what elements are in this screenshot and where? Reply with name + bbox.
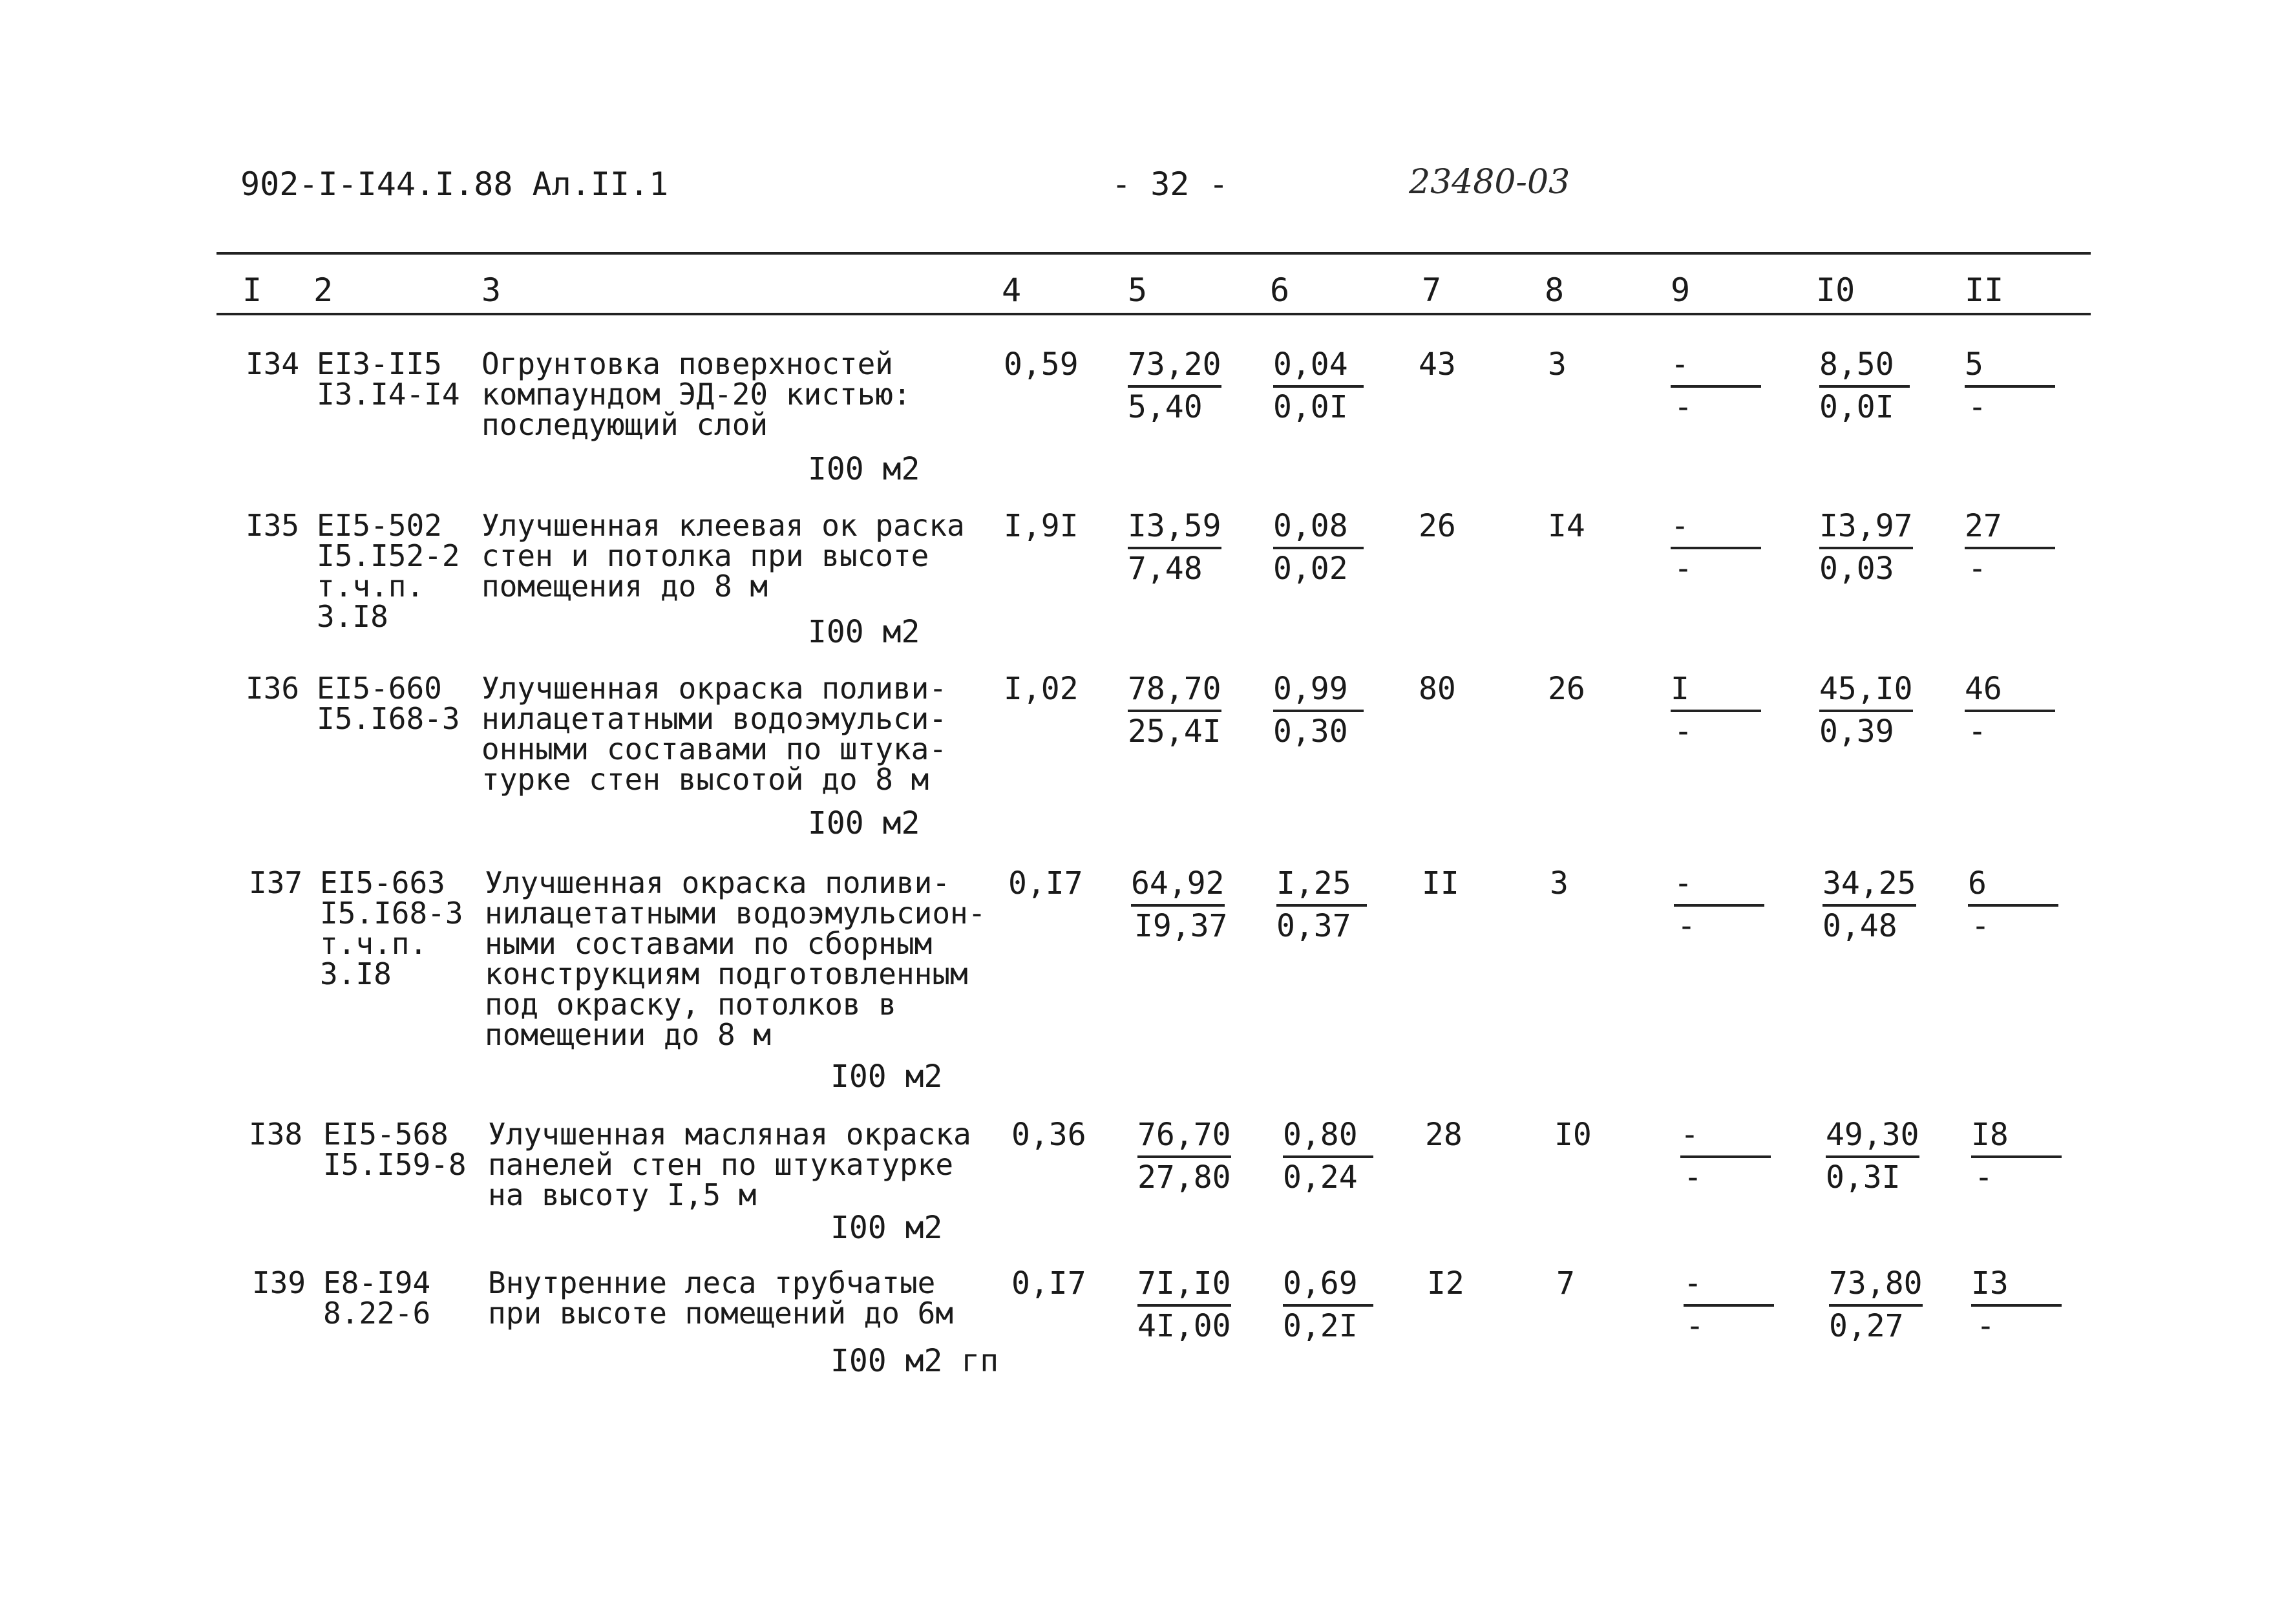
row-unit: I00 м2 xyxy=(830,1210,943,1246)
cell-col10-top: 34,25 xyxy=(1822,865,1916,907)
document-code: 902-I-I44.I.88 Ал.II.1 xyxy=(240,165,669,203)
col-header-7: 7 xyxy=(1422,271,1442,309)
cell-col10-top: 73,80 xyxy=(1829,1265,1923,1307)
row-code-line: E8-I94 xyxy=(323,1265,431,1300)
row-code-line: I5.I68-3 xyxy=(320,896,463,931)
cell-col10-top: 49,30 xyxy=(1826,1117,1919,1158)
row-code-line: т.ч.п. xyxy=(320,926,428,961)
row-description-line: Огрунтовка поверхностей xyxy=(481,346,893,381)
cell-col9-top: - xyxy=(1671,508,1761,549)
row-description-line: помещения до 8 м xyxy=(481,569,768,604)
cell-col4: 0,I7 xyxy=(1011,1265,1086,1302)
cell-col8: 26 xyxy=(1548,671,1585,707)
cell-col5-top: 78,70 xyxy=(1128,671,1221,712)
page-number: - 32 - xyxy=(1112,165,1229,203)
cell-col11-top: I3 xyxy=(1971,1265,2062,1307)
row-description-line: на высоту I,5 м xyxy=(488,1177,757,1212)
row-unit: I00 м2 xyxy=(830,1059,943,1095)
cell-col11-bottom: - xyxy=(1968,551,1987,587)
cell-col8: I4 xyxy=(1548,508,1585,544)
row-description-line: при высоте помещений до 6м xyxy=(488,1296,954,1331)
col-header-8: 8 xyxy=(1545,271,1565,309)
cell-col11-top: 46 xyxy=(1965,671,2055,712)
row-description-line: Улучшенная окраска поливи- xyxy=(481,671,947,706)
row-description-line: турке стен высотой до 8 м xyxy=(481,762,929,797)
cell-col6-top: I,25 xyxy=(1276,865,1367,907)
cell-col4: 0,36 xyxy=(1011,1117,1086,1153)
cell-col8: I0 xyxy=(1554,1117,1592,1153)
col-header-11: II xyxy=(1965,271,2004,309)
cell-col10-top: 8,50 xyxy=(1819,346,1910,388)
row-description-line: Улучшенная масляная окраска xyxy=(488,1117,971,1152)
row-unit: I00 м2 xyxy=(808,805,920,841)
handwritten-number: 23480-03 xyxy=(1409,163,1570,202)
cell-col9-top: - xyxy=(1674,865,1764,907)
row-id: I36 xyxy=(246,671,300,706)
cell-col5-bottom: 7,48 xyxy=(1128,551,1203,587)
row-code-line: EI5-502 xyxy=(317,508,442,543)
cell-col6-top: 0,99 xyxy=(1273,671,1364,712)
cell-col6-bottom: 0,24 xyxy=(1283,1159,1358,1196)
row-description-line: стен и потолка при высоте xyxy=(481,538,929,573)
row-description-line: нилацетатными водоэмульсион- xyxy=(485,896,986,931)
cell-col9-bottom: - xyxy=(1674,389,1693,425)
cell-col5-top: 73,20 xyxy=(1128,346,1221,388)
cell-col6-top: 0,69 xyxy=(1283,1265,1373,1307)
cell-col11-top: 6 xyxy=(1968,865,2058,907)
cell-col11-top: 27 xyxy=(1965,508,2055,549)
cell-col10-bottom: 0,48 xyxy=(1822,908,1897,944)
row-description-line: помещении до 8 м xyxy=(485,1017,772,1052)
row-id: I37 xyxy=(249,865,303,900)
cell-col5-top: 76,70 xyxy=(1137,1117,1231,1158)
table-top-rule xyxy=(217,252,2091,255)
col-header-4: 4 xyxy=(1002,271,1022,309)
col-header-3: 3 xyxy=(481,271,502,309)
row-code-line: I3.I4-I4 xyxy=(317,377,460,412)
row-description-line: Улучшенная окраска поливи- xyxy=(485,865,951,900)
row-description-line: ными составами по сборным xyxy=(485,926,933,961)
table-header-rule xyxy=(217,313,2091,315)
cell-col6-top: 0,08 xyxy=(1273,508,1364,549)
cell-col11-bottom: - xyxy=(1968,389,1987,425)
cell-col8: 7 xyxy=(1556,1265,1575,1302)
cell-col8: 3 xyxy=(1548,346,1567,383)
row-description-line: онными составами по штука- xyxy=(481,732,947,766)
cell-col4: I,02 xyxy=(1004,671,1079,707)
row-code-line: EI5-663 xyxy=(320,865,445,900)
row-code-line: т.ч.п. xyxy=(317,569,425,604)
row-description-line: панелей стен по штукатурке xyxy=(488,1147,954,1182)
cell-col5-top: I3,59 xyxy=(1128,508,1221,549)
row-unit: I00 м2 гп xyxy=(830,1343,999,1379)
cell-col10-bottom: 0,03 xyxy=(1819,551,1894,587)
row-description-line: нилацетатными водоэмульси- xyxy=(481,701,947,736)
cell-col6-bottom: 0,0I xyxy=(1273,389,1348,425)
cell-col11-top: 5 xyxy=(1965,346,2055,388)
cell-col11-bottom: - xyxy=(1974,1159,1993,1196)
cell-col10-bottom: 0,0I xyxy=(1819,389,1894,425)
row-id: I35 xyxy=(246,508,300,543)
cell-col7: 28 xyxy=(1425,1117,1463,1153)
col-header-9: 9 xyxy=(1671,271,1691,309)
cell-col10-bottom: 0,3I xyxy=(1826,1159,1901,1196)
cell-col10-top: I3,97 xyxy=(1819,508,1913,549)
cell-col10-top: 45,I0 xyxy=(1819,671,1913,712)
cell-col11-top: I8 xyxy=(1971,1117,2062,1158)
row-description-line: под окраску, потолков в xyxy=(485,987,896,1022)
cell-col4: 0,59 xyxy=(1004,346,1079,383)
cell-col11-bottom: - xyxy=(1968,713,1987,750)
cell-col7: II xyxy=(1422,865,1459,902)
cell-col10-bottom: 0,27 xyxy=(1829,1308,1904,1344)
row-unit: I00 м2 xyxy=(808,451,920,487)
row-id: I38 xyxy=(249,1117,303,1152)
cell-col9-top: I xyxy=(1671,671,1761,712)
cell-col4: 0,I7 xyxy=(1008,865,1083,902)
cell-col9-bottom: - xyxy=(1685,1308,1704,1344)
cell-col9-bottom: - xyxy=(1684,1159,1702,1196)
col-header-6: 6 xyxy=(1270,271,1290,309)
cell-col5-top: 7I,I0 xyxy=(1137,1265,1231,1307)
cell-col5-top: 64,92 xyxy=(1131,865,1225,907)
row-code-line: 3.I8 xyxy=(317,599,388,634)
row-description-line: Улучшенная клеевая ок раска xyxy=(481,508,965,543)
cell-col11-bottom: - xyxy=(1976,1308,1995,1344)
row-description-line: конструкциям подготовленным xyxy=(485,956,968,991)
cell-col4: I,9I xyxy=(1004,508,1079,544)
row-code-line: I5.I59-8 xyxy=(323,1147,467,1182)
row-code-line: I5.I52-2 xyxy=(317,538,460,573)
cell-col7: I2 xyxy=(1427,1265,1464,1302)
col-header-1: I xyxy=(242,271,262,309)
col-header-2: 2 xyxy=(313,271,333,309)
cell-col7: 80 xyxy=(1419,671,1456,707)
row-id: I34 xyxy=(246,346,300,381)
row-description-line: компаундом ЭД-20 кистью: xyxy=(481,377,911,412)
cell-col5-bottom: 4I,00 xyxy=(1137,1308,1231,1344)
cell-col9-bottom: - xyxy=(1674,551,1693,587)
cell-col6-bottom: 0,30 xyxy=(1273,713,1348,750)
cell-col9-top: - xyxy=(1680,1117,1771,1158)
cell-col6-top: 0,04 xyxy=(1273,346,1364,388)
cell-col7: 26 xyxy=(1419,508,1456,544)
row-code-line: EI5-660 xyxy=(317,671,442,706)
cell-col5-bottom: I9,37 xyxy=(1134,908,1228,944)
row-code-line: EI5-568 xyxy=(323,1117,449,1152)
cell-col11-bottom: - xyxy=(1971,908,1990,944)
row-code-line: 8.22-6 xyxy=(323,1296,431,1331)
cell-col9-bottom: - xyxy=(1674,713,1693,750)
row-code-line: 3.I8 xyxy=(320,956,392,991)
cell-col9-top: - xyxy=(1684,1265,1774,1307)
cell-col6-bottom: 0,02 xyxy=(1273,551,1348,587)
cell-col5-bottom: 27,80 xyxy=(1137,1159,1231,1196)
row-code-line: I5.I68-3 xyxy=(317,701,460,736)
cell-col7: 43 xyxy=(1419,346,1456,383)
row-description-line: Внутренние леса трубчатые xyxy=(488,1265,936,1300)
row-code-line: EI3-II5 xyxy=(317,346,442,381)
row-id: I39 xyxy=(252,1265,306,1300)
cell-col6-top: 0,80 xyxy=(1283,1117,1373,1158)
row-description-line: последующий слой xyxy=(481,407,768,442)
col-header-10: I0 xyxy=(1816,271,1855,309)
cell-col5-bottom: 5,40 xyxy=(1128,389,1203,425)
cell-col6-bottom: 0,37 xyxy=(1276,908,1351,944)
cell-col6-bottom: 0,2I xyxy=(1283,1308,1358,1344)
cell-col10-bottom: 0,39 xyxy=(1819,713,1894,750)
cell-col5-bottom: 25,4I xyxy=(1128,713,1221,750)
row-unit: I00 м2 xyxy=(808,614,920,650)
cell-col8: 3 xyxy=(1550,865,1569,902)
col-header-5: 5 xyxy=(1128,271,1148,309)
cell-col9-top: - xyxy=(1671,346,1761,388)
cell-col9-bottom: - xyxy=(1677,908,1696,944)
